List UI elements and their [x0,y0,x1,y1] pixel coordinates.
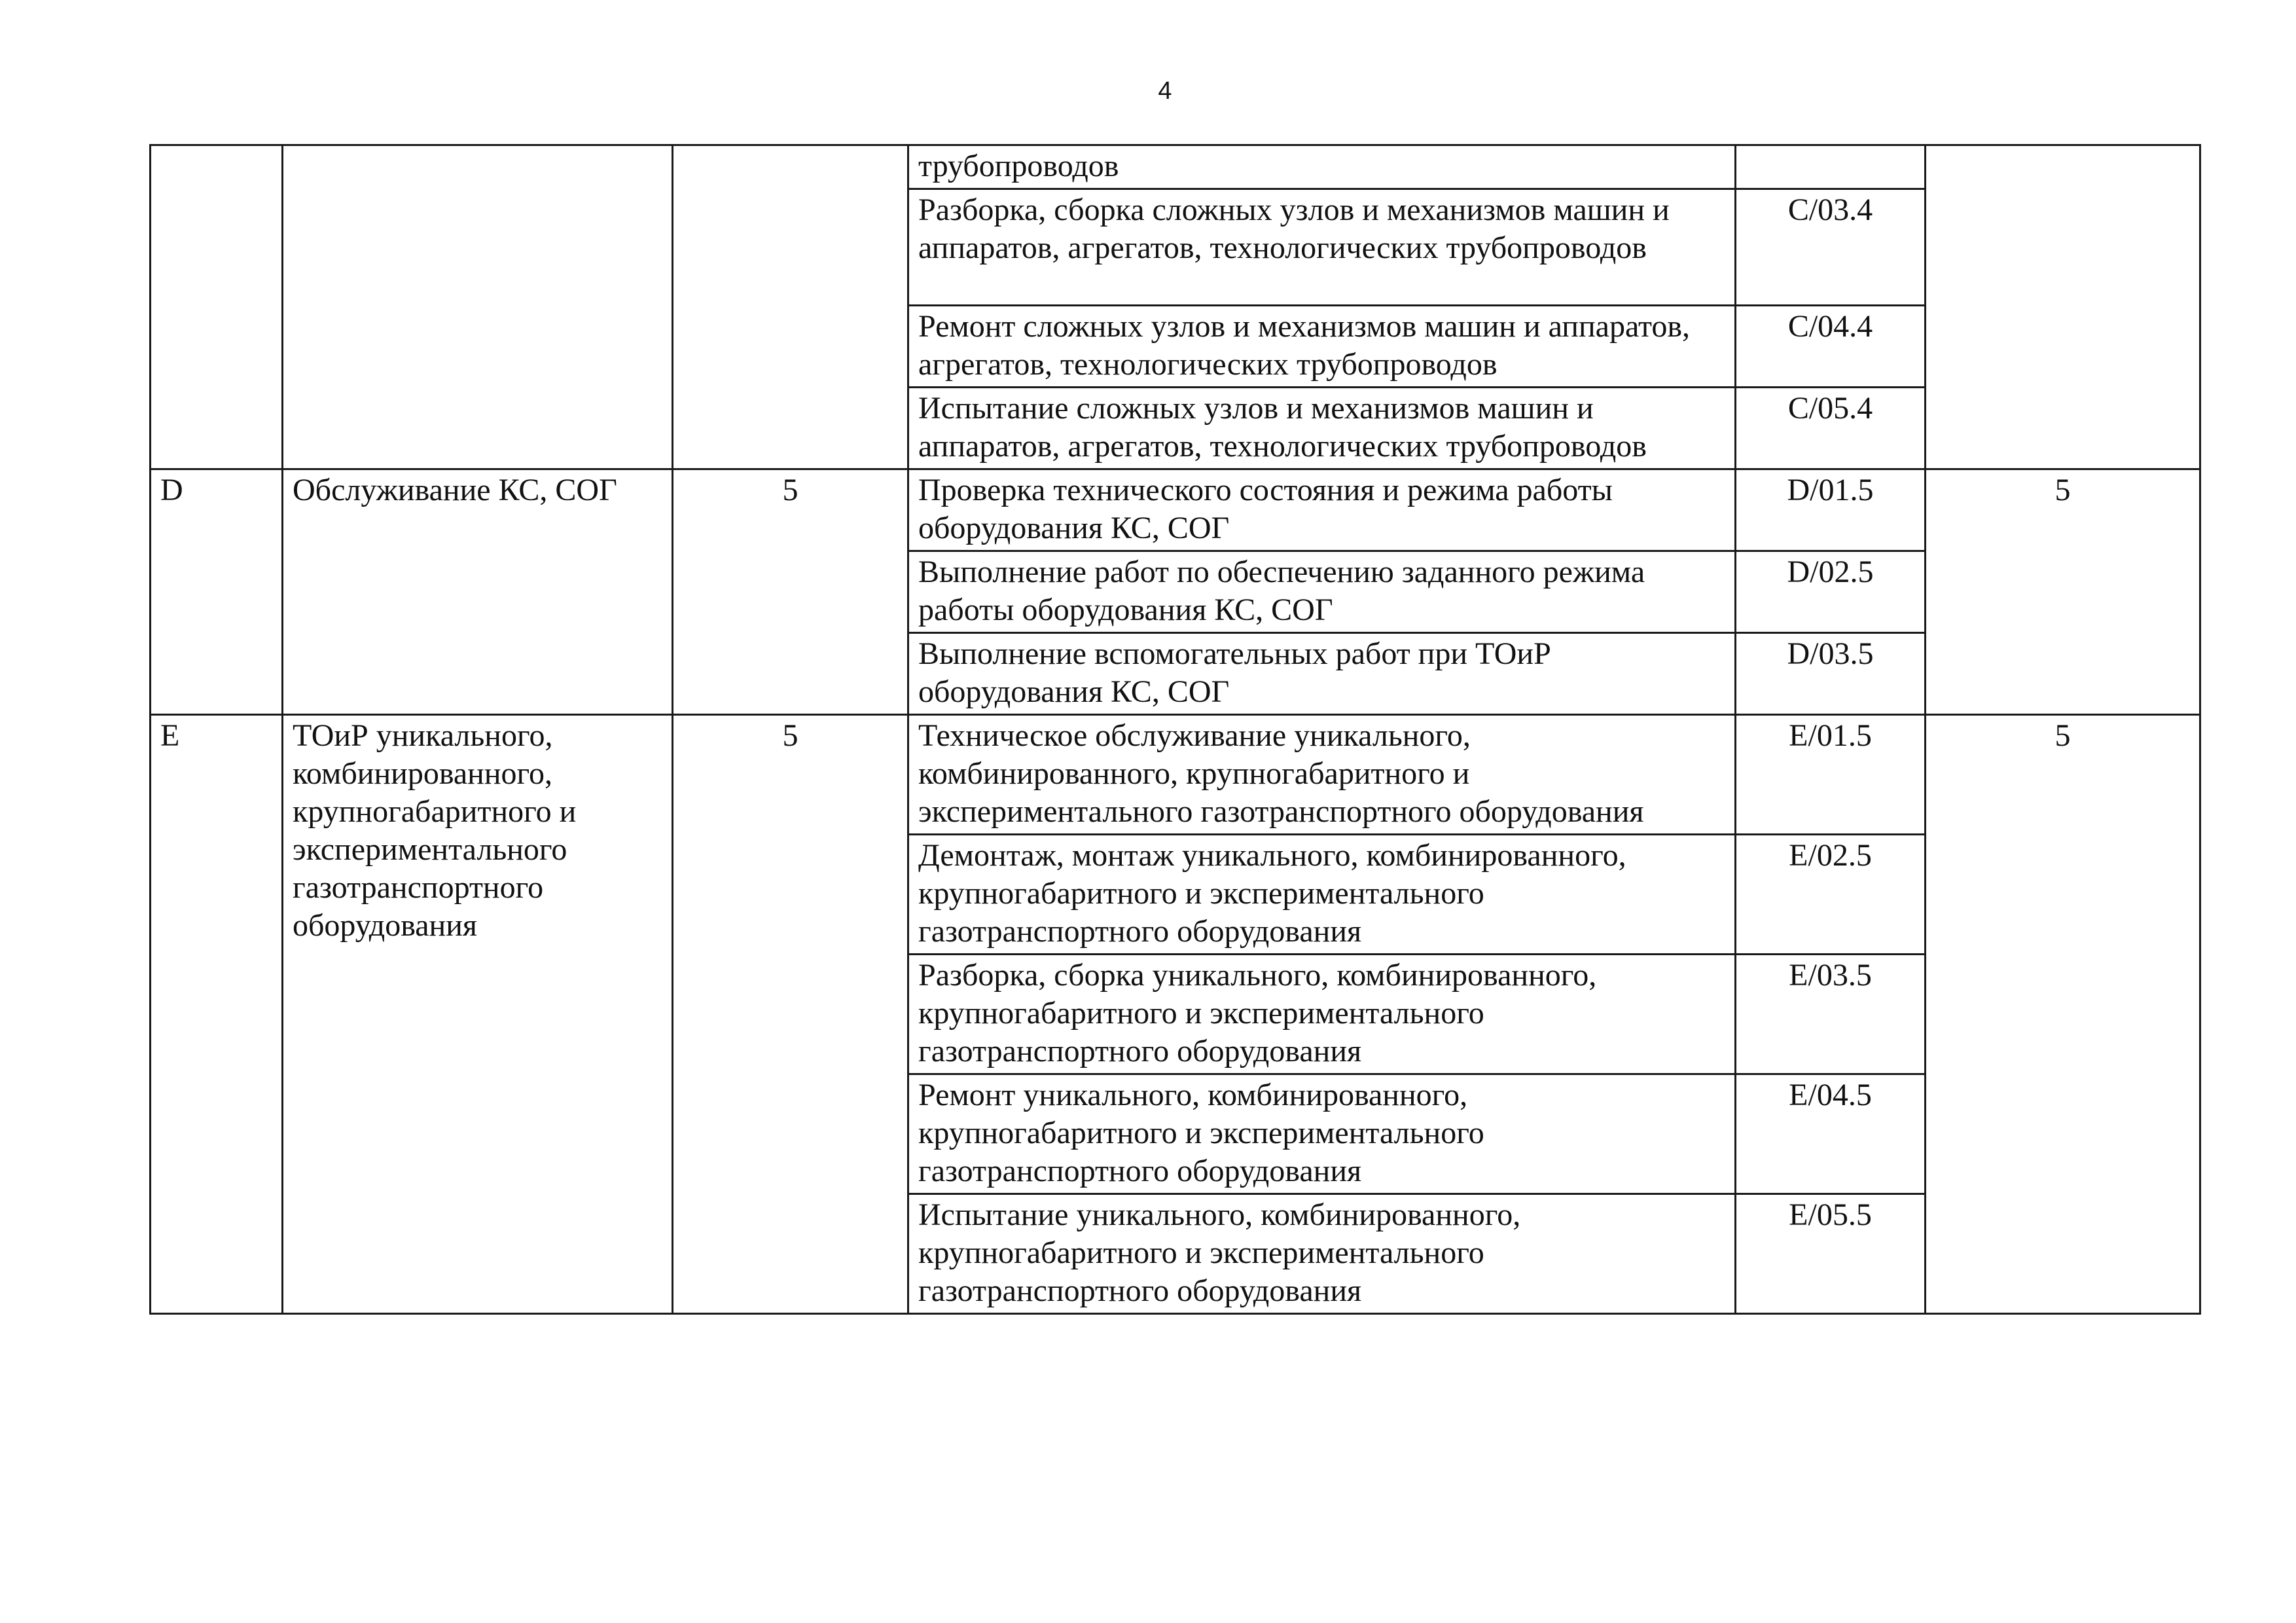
sub-qualification-level [1926,145,2200,469]
sub-qualification-level: 5 [1926,715,2200,1314]
qualification-level: 5 [673,715,908,1314]
page-number: 4 [1158,77,1172,105]
generalized-function-name [283,145,673,469]
labor-function-code: E/04.5 [1736,1074,1926,1194]
labor-function-code: E/02.5 [1736,835,1926,955]
labor-function-code: E/03.5 [1736,955,1926,1074]
labor-function-code: C/03.4 [1736,189,1926,306]
generalized-function-code: D [151,469,283,715]
labor-function-name: Демонтаж, монтаж уникального, комбинированного, крупногабаритного и экспериментального газотранспортного оборудования [908,835,1736,955]
labor-function-name: Проверка технического состояния и режима работы оборудования КС, СОГ [908,469,1736,551]
labor-function-name: Разборка, сборка уникального, комбинированного, крупногабаритного и экспериментального газотранспортного оборудования [908,955,1736,1074]
labor-function-name: Техническое обслуживание уникального, комбинированного, крупногабаритного и экспериментального газотранспортного оборудования [908,715,1736,835]
labor-function-code: E/01.5 [1736,715,1926,835]
labor-function-code [1736,145,1926,189]
sub-qualification-level: 5 [1926,469,2200,715]
labor-function-name: Испытание сложных узлов и механизмов машин и аппаратов, агрегатов, технологических трубопроводов [908,388,1736,469]
labor-function-code: D/03.5 [1736,633,1926,715]
generalized-function-code: E [151,715,283,1314]
generalized-function-name: Обслуживание КС, СОГ [283,469,673,715]
labor-function-code: D/02.5 [1736,551,1926,633]
labor-function-name: Испытание уникального, комбинированного, крупногабаритного и экспериментального газотранспортного оборудования [908,1194,1736,1314]
labor-function-name: Ремонт уникального, комбинированного, крупногабаритного и экспериментального газотранспортного оборудования [908,1074,1736,1194]
qualification-level [673,145,908,469]
labor-function-code: C/04.4 [1736,306,1926,388]
labor-function-code: C/05.4 [1736,388,1926,469]
generalized-function-name: ТОиР уникального, комбинированного, крупногабаритного и экспериментального газотранспортного оборудования [283,715,673,1314]
table-row [151,469,2200,551]
generalized-function-code [151,145,283,469]
table-row [151,145,2200,189]
functions-table [149,144,2201,1315]
labor-function-name: Ремонт сложных узлов и механизмов машин и аппаратов, агрегатов, технологических трубопроводов [908,306,1736,388]
labor-function-code: E/05.5 [1736,1194,1926,1314]
labor-function-name: Разборка, сборка сложных узлов и механизмов машин и аппаратов, агрегатов, технологических трубопроводов [908,189,1736,306]
table-row [151,715,2200,835]
labor-function-name: трубопроводов [908,145,1736,189]
labor-function-name: Выполнение вспомогательных работ при ТОиР оборудования КС, СОГ [908,633,1736,715]
labor-function-name: Выполнение работ по обеспечению заданного режима работы оборудования КС, СОГ [908,551,1736,633]
labor-function-code: D/01.5 [1736,469,1926,551]
qualification-level: 5 [673,469,908,715]
